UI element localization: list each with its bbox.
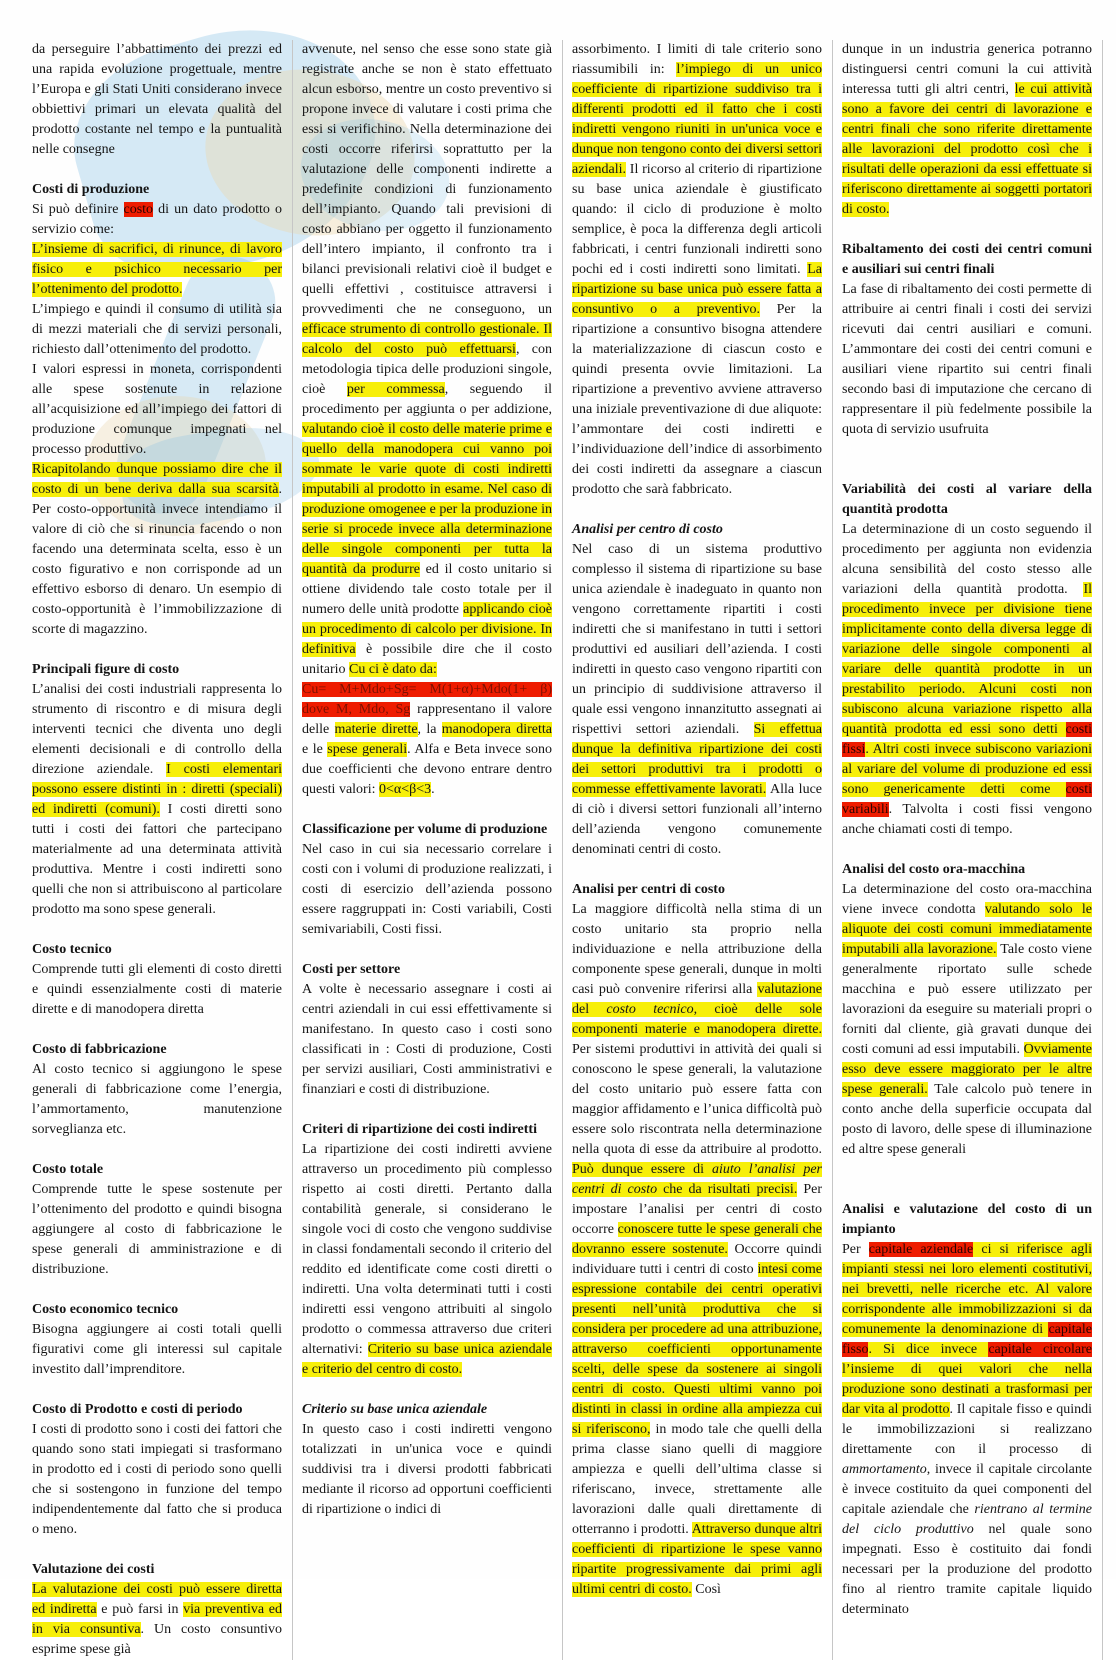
highlight-yellow: L’insieme di sacrifici, di rinunce, di lavoro fisico e psichico necessario per l’ottenimento del prodotto.: [32, 242, 282, 297]
paragraph: [842, 40, 1092, 220]
text-run: I valori espressi in moneta, corrispondenti alle spese sostenute in relazione all’acquisizione ed all’impiego dei fattori di produzione comunque impegnati nel processo produttivo.: [32, 362, 282, 457]
text-run: Comprende tutte le spese sostenute per l’ottenimento del prodotto e quindi bisogna aggiungere al costo di fabbricazione le spese generali di amministrazione e di distribuzione.: [32, 1182, 282, 1277]
text-run: in modo tale che quelli della prima classe siano quelli di maggiore ampiezza e quelli dell’ultima classe si riferiscano, invece, strettamente alle lavorazioni dalle quali direttamente di otterranno i prodotti.: [572, 1422, 822, 1537]
text-run: Per sistemi produttivi in attività dei quali si conoscono le spese generali, la valutazione del costo unitario può essere fatta con maggior affidamento e l’unica difficoltà può essere solo riscontrata nella determinazione nella quota di esse da attribuire al prodotto.: [572, 1042, 822, 1157]
highlight-red: capitale circolare: [988, 1342, 1093, 1357]
text-run: La determinazione del costo ora-macchina viene invece condotta: [842, 882, 1092, 917]
highlight-yellow: La ripartizione su base unica può essere fatta a consuntivo o a preventivo.: [572, 262, 822, 317]
text-column-4: [842, 40, 1103, 1660]
section-heading: Analisi del costo ora-macchina: [842, 862, 1026, 877]
highlight-yellow: La valutazione dei costi può essere diretta ed indiretta: [32, 1582, 282, 1617]
highlight-yellow: efficace strumento di controllo gestionale. Il calcolo del costo può effettuarsi: [302, 322, 552, 357]
text-run: I costi diretti sono tutti i costi dei fattori che partecipano materialmente ad una determinata attività produttiva. Mentre i costi indiretti sono quelli che non si attribuiscono al particolare prodotto ma sono spese generali.: [32, 802, 282, 917]
paragraph: [842, 880, 1092, 1160]
section-heading: Costi di produzione: [32, 182, 150, 197]
text-run: è possibile dire che il costo unitario: [302, 642, 552, 677]
paragraph: [32, 1320, 282, 1380]
highlight-red: costi fissi: [842, 722, 1092, 757]
text-run: L’analisi dei costi industriali rappresenta lo strumento di riscontro e di misura degli interventi tecnici che diventa uno degli elementi decisionali e di controllo della direzione aziendale.: [32, 682, 282, 777]
highlight-yellow: spese generali: [327, 742, 408, 757]
text-run: da perseguire l’abbattimento dei prezzi ed una rapida evoluzione progettuale, mentre l’Europa e gli Stati Uniti considerano invece obbiettivi primari un elevata qualità del prodotto costante nel tempo e la puntualità nelle consegne: [32, 42, 282, 157]
highlight-yellow: Il procedimento invece per divisione tiene implicitamente conto della diversa legge di variazione delle singole componenti al variare delle quantità prodotte in un prestabilito periodo. Alcuni costi non subiscono alcuna variazione rispetto alla quantità prodotta ed essi sono detti: [842, 582, 1092, 737]
text-run: Occorre quindi individuare tutti i centri di costo: [572, 1242, 822, 1277]
highlight-yellow: valutando solo le aliquote dei costi comuni immediatamente imputabili alla lavorazione.: [842, 902, 1092, 957]
section-heading: Principali figure di costo: [32, 662, 180, 677]
paragraph: [302, 40, 552, 680]
paragraph: [32, 360, 282, 460]
text-run: Il ricorso al criterio di ripartizione su base unica aziendale è giustificato quando: il ciclo di produzione è molto semplice, è poca la differenza degli articoli fabbricati, i centri funzionali indiretti sono pochi ed i costi indiretti sono limitati.: [572, 162, 822, 277]
italic-run: rientrano al termine del ciclo produttivo: [842, 1502, 1092, 1537]
text-run: Per la ripartizione a consuntivo bisogna attendere la materializzazione di ciascun costo e quindi presenta ovvie limitazioni. La ripartizione a preventivo avviene attraverso una iniziale preventivazione di due aliquote: l’ammontare dei costi indiretti e l’individuazione dell’indice di assorbimento dei costi indiretti da assegnare a ciascun prodotto che sarà fabbricato.: [572, 302, 822, 497]
paragraph: [302, 680, 552, 800]
text-column-1: [32, 40, 293, 1660]
paragraph: [32, 1060, 282, 1140]
highlight-yellow: Ricapitolando dunque possiamo dire che il costo di un bene deriva dalla sua scarsità: [32, 462, 282, 497]
highlight-yellow: per commessa: [346, 382, 445, 397]
text-run: Per impostare l’analisi per centri di costo occorre: [572, 1182, 822, 1237]
text-run: . Un costo consuntivo esprime spese già: [32, 1622, 282, 1657]
section-heading: Costi per settore: [302, 962, 401, 977]
highlight-yellow: le cui attività sono a favore dei centri di lavorazione e centri finali che sono riferite direttamente alle lavorazioni del prodotto così che i risultati delle operazioni da essi effettuate si riferiscono direttamente ai soggetti portatori di costo.: [842, 82, 1092, 217]
highlight-red: costi variabili: [842, 782, 1092, 817]
highlight-yellow: Criterio su base unica aziendale e criterio del centro di costo.: [302, 1342, 552, 1377]
formula-highlight: Cu= M+Mdo+Sg= M(1+α)+Mdo(1+ β) dove M, Mdo, Sg: [302, 682, 552, 717]
highlight-yellow: . Si dice invece: [868, 1342, 989, 1357]
paragraph: [32, 40, 282, 160]
paragraph: [32, 240, 282, 300]
highlight-red: capitale aziendale: [868, 1242, 974, 1257]
italic-run: ammortamento: [842, 1462, 927, 1477]
section-heading: Costo di Prodotto e costi di periodo: [32, 1402, 243, 1417]
text-run: A volte è necessario assegnare i costi ai centri aziendali in cui essi effettivamente si manifestano. In questo caso i costi sono classificati in : Costi di produzione, Costi per servizi ausiliari, Costi amministrativi e finanziari e costi di distribuzione.: [302, 982, 552, 1097]
text-run: ed il costo unitario si ottiene dividendo tale costo totale per il numero delle unità prodotte: [302, 562, 552, 617]
highlight-yellow: Può dunque essere di: [572, 1162, 712, 1177]
text-run: , invece il capitale circolante è invece costituito da quei componenti del capitale aziendale che: [842, 1462, 1092, 1517]
section-heading: Variabilità dei costi al variare della quantità prodotta: [842, 482, 1092, 517]
text-run: avvenute, nel senso che esse sono state già registrate anche se non è stato effettuato alcun esborso, mentre un costo preventivo si propone invece di valutare i costi prima che essi si verifichino. Nella determinazione dei costi occorre riferirsi soprattutto per la valutazione delle componenti indirette a predefinite condizioni di funzionamento dell’impianto. Quando tali previsioni di costo abbiano per oggetto il funzionamento dell’intero impianto, il confronto tra i bilanci previsionali relativi cioè il budget e quelli effettivi , costituisce attraversi i provvedimenti che ne conseguono, un: [302, 42, 552, 317]
paragraph: [302, 1140, 552, 1380]
text-run: Per: [842, 1242, 869, 1257]
text-run: . Per costo-opportunità invece intendiamo il valore di ciò che si rinuncia facendo o non facendo una determinata scelta, esso è un costo figurativo e non corrisponde ad un effettivo esborso di denaro. Un esempio di costo-opportunità è l’immobilizzazione di scorte di magazzino.: [32, 482, 282, 637]
highlight-red: costo: [123, 202, 154, 217]
paragraph: [302, 1420, 552, 1520]
text-run: In questo caso i costi indiretti vengono totalizzati in un'unica voce e quindi suddivisi tra i diversi prodotti fabbricati mediante il ricorso ad opportuni coefficienti di ripartizione o indici di: [302, 1422, 552, 1517]
section-heading: Classificazione per volume di produzione: [302, 822, 548, 837]
highlight-yellow: via preventiva ed in via consuntiva: [32, 1602, 283, 1637]
section-heading: Costo totale: [32, 1162, 104, 1177]
section-heading: Costo di fabbricazione: [32, 1042, 167, 1057]
text-run: Tale costo viene generalmente riportato sulle schede macchina e può essere utilizzato per lavorazioni da eseguire su materiali propri o forniti dal cliente, già gravati dunque dei costi comuni ad essi imputabili.: [842, 942, 1092, 1057]
paragraph: [32, 1180, 282, 1280]
text-run: Alla luce di ciò i diversi settori funzionali all’interno dell’azienda vengono comunemente denominati centri di costo.: [572, 782, 822, 857]
highlight-yellow: conoscere tutte le spese generali che dovranno essere sostenute.: [572, 1222, 822, 1257]
paragraph: [842, 280, 1092, 440]
paragraph: [842, 1240, 1092, 1620]
text-run: .: [431, 782, 435, 797]
text-run: Nel caso in cui sia necessario correlare i costi con i volumi di produzione realizzati, i costi di esercizio dell’azienda possono essere raggruppati in: Costi variabili, Costi semivariabili, Costi fissi.: [302, 842, 552, 937]
text-run: Al costo tecnico si aggiungono le spese generali di fabbricazione come l’energia, l’ammortamento, manutenzione sorveglianza etc.: [32, 1062, 282, 1137]
section-heading: Analisi per centro di costo: [572, 522, 723, 537]
text-run: Comprende tutti gli elementi di costo diretti e quindi essenzialmente costi di materie dirette e di manodopera diretta: [32, 962, 282, 1017]
text-column-3: [572, 40, 833, 1660]
highlight-yellow: l’impiego di un unico coefficiente di ripartizione suddiviso tra i differenti prodotti ed il fatto che i costi indiretti vengono riuniti in un'unica voce e dunque non tengono conto dei diversi settori aziendali.: [572, 62, 822, 177]
highlight-yellow: Attraverso dunque altri coefficienti di ripartizione le spese vanno ripartite progressivamente dai primi agli ultimi centri di costo.: [572, 1522, 822, 1597]
paragraph: [32, 200, 282, 240]
highlight-yellow: manodopera diretta: [441, 722, 552, 737]
text-run: Tale calcolo può tenere in conto anche della superficie occupata dal posto di lavoro, delle spese di illuminazione ed altre spese generali: [842, 1082, 1092, 1157]
text-run: I costi di prodotto sono i costi dei fattori che quando sono stati impiegati si trasformano in prodotto ed i costi di periodo sono quelli che si sostengono in funzione del tempo indipendentemente dal fatto che si produca o meno.: [32, 1422, 282, 1537]
paragraph: [32, 680, 282, 920]
text-run: assorbimento. I limiti di tale criterio sono riassumibili in:: [572, 42, 822, 77]
paragraph: [572, 900, 822, 1600]
paragraph: [32, 300, 282, 360]
text-run: L’impiego e quindi il consumo di utilità sia di mezzi materiali che di servizi personali, richiesto dall’ottenimento del prodotto.: [32, 302, 282, 357]
highlight-yellow: 0<α<β<3: [379, 782, 432, 797]
text-run: La fase di ribaltamento dei costi permette di attribuire ai centri finali i costi dei servizi ricevuti dai centri ausiliari e comuni. L’ammontare dei costi dei centri comuni e ausiliari viene ripartito sui centri finali secondo basi di imputazione che cercano di rappresentare il più fedelmente possibile la quota di servizio usufruita: [842, 282, 1092, 437]
highlight-yellow: . Altri costi invece subiscono variazioni al variare del volume di produzione ed essi sono genericamente detti come: [842, 742, 1092, 797]
text-run: e le: [302, 742, 328, 757]
highlight-yellow: che da risultati precisi.: [657, 1182, 798, 1197]
paragraph: [572, 540, 822, 860]
text-run: dunque in un industria generica potranno distinguersi centri comuni la cui attività interessa tutti gli altri centri,: [842, 42, 1092, 97]
text-run: nel quale sono impegnati. Esso è costituito dai fondi necessari per la produzione del prodotto fino al rientro tramite capitale liquido determinato: [842, 1522, 1093, 1617]
paragraph: [572, 40, 822, 500]
highlight-yellow: , cioè delle sole componenti materie e manodopera dirette.: [572, 1002, 822, 1037]
text-run: Bisogna aggiungere ai costi totali quelli figurativi come gli interessi sul capitale investito dall’imprenditore.: [32, 1322, 282, 1377]
text-run: , seguendo il procedimento per aggiunta o per addizione,: [302, 382, 552, 417]
text-run: La ripartizione dei costi indiretti avviene attraverso un procedimento più complesso rispetto ai costi diretti. Pertanto dalla contabilità generale, si considerano le singole voci di costo che vengono suddivise in classi fondamentali secondo il criterio del reddito ed identificate come costi diretti o indiretti. Una volta determinati tutti i costi indiretti essi vengono attribuiti al singolo prodotto o commessa attraverso due criteri alternativi:: [302, 1142, 552, 1357]
text-run: , con metodologia tipica delle produzioni singole, cioè: [302, 342, 552, 397]
paragraph: [32, 1420, 282, 1540]
highlight-yellow: Cu ci è dato da:: [349, 662, 437, 677]
highlight-yellow: valutazione del: [572, 982, 822, 1017]
section-heading: Analisi per centri di costo: [572, 882, 725, 897]
text-columns: [32, 40, 1112, 1660]
section-heading: Ribaltamento dei costi dei centri comuni e ausiliari sui centri finali: [842, 242, 1092, 277]
section-heading: Costo economico tecnico: [32, 1302, 179, 1317]
highlight-yellow: valutando cioè il costo delle materie prime e quello della manodopera cui vanno poi sommate le varie quote di costi indiretti imputabili al prodotto in esame. Nel caso di produzione omogenee e per la produzione in serie si procede invece alla determinazione delle singole componenti per tutta la quantità da produrre: [302, 422, 552, 577]
highlight-yellow: applicando cioè un procedimento di calcolo per divisione. In definitiva: [302, 602, 552, 657]
paragraph: [842, 520, 1092, 840]
text-column-2: [302, 40, 563, 1660]
text-run: La determinazione di un costo seguendo il procedimento per aggiunta non evidenzia alcuna sensibilità del costo stesso alle variazioni della quantità prodotta.: [842, 522, 1092, 597]
text-run: La maggiore difficoltà nella stima di un costo unitario sta proprio nella individuazione e nella attribuzione della componente spese generali, dunque in molti casi può convenire riferirsi alla: [572, 902, 822, 997]
text-run: e può farsi in: [96, 1602, 184, 1617]
text-run: Si può definire: [32, 202, 124, 217]
text-run: . Il capitale fisso e quindi le immobilizzazioni si realizzano direttamente con il processo di: [842, 1402, 1092, 1457]
paragraph: [32, 960, 282, 1020]
paragraph: [32, 1580, 282, 1660]
section-heading: Analisi e valutazione del costo di un impianto: [842, 1202, 1092, 1237]
text-run: rappresentano il valore delle: [302, 702, 552, 737]
text-run: Nel caso di un sistema produttivo complesso il sistema di ripartizione su base unica aziendale è inadeguato in quanto non vengono correttamente ripartiti i costi indiretti che si manifestano in tutti i settori produttivi ed ausiliari dell’azienda. I costi indiretti in questo caso vengono ripartiti con un principio di suddivisione attraverso il quale essi vengono innanzitutto assegnati ai rispettivi settori aziendali.: [572, 542, 822, 737]
highlight-yellow: Ovviamente esso deve essere maggiorato per le altre spese generali.: [842, 1042, 1092, 1097]
text-run: . Talvolta i costi fissi vengono anche chiamati costi di tempo.: [842, 802, 1092, 837]
highlight-yellow: Si effettua dunque la definitiva ripartizione dei costi dei settori produttivi tra i prodotti o commesse effettivamente lavorati.: [572, 722, 823, 797]
paragraph: [32, 460, 282, 640]
paragraph: [302, 840, 552, 940]
text-run: Così: [691, 1582, 721, 1597]
section-heading: Criterio su base unica aziendale: [302, 1402, 488, 1417]
highlight-yellow-italic: costo tecnico: [606, 1002, 694, 1017]
text-run: , la: [417, 722, 442, 737]
highlight-red: capitale fisso: [842, 1322, 1092, 1357]
text-run: . Alfa e Beta invece sono due coefficienti che devono entrare dentro questi valori:: [302, 742, 552, 797]
paragraph: [302, 980, 552, 1100]
section-heading: Valutazione dei costi: [32, 1562, 155, 1577]
highlight-yellow: ci si riferisce agli impianti stessi nei loro elementi costitutivi, nei brevetti, nelle ricerche etc. Al valore corrispondente alle immobilizzazioni si da comunemente la denominazione di: [842, 1242, 1092, 1337]
highlight-yellow: intesi come espressione contabile dei centri operativi presenti nell’unità produttiva che si considera per procedere ad una attribuzione, attraverso coefficienti opportunamente scelti, delle spese da sostenere ai singoli centri di costo. Questi ultimi vanno poi distinti in classi in ordine alla ampiezza cui si riferiscono,: [572, 1262, 822, 1437]
highlight-yellow: materie dirette: [334, 722, 418, 737]
highlight-yellow-italic: aiuto l’analisi per centri di costo: [572, 1162, 822, 1197]
section-heading: Costo tecnico: [32, 942, 112, 957]
highlight-yellow: I costi elementari possono essere distinti in : diretti (speciali) ed indiretti (comuni).: [32, 762, 282, 817]
section-heading: Criteri di ripartizione dei costi indiretti: [302, 1122, 537, 1137]
text-run: di un dato prodotto o servizio come:: [32, 202, 282, 237]
highlight-yellow: l’insieme di quei valori che nella produzione sono destinati a trasformasi per dar vita al prodotto: [842, 1362, 1092, 1417]
